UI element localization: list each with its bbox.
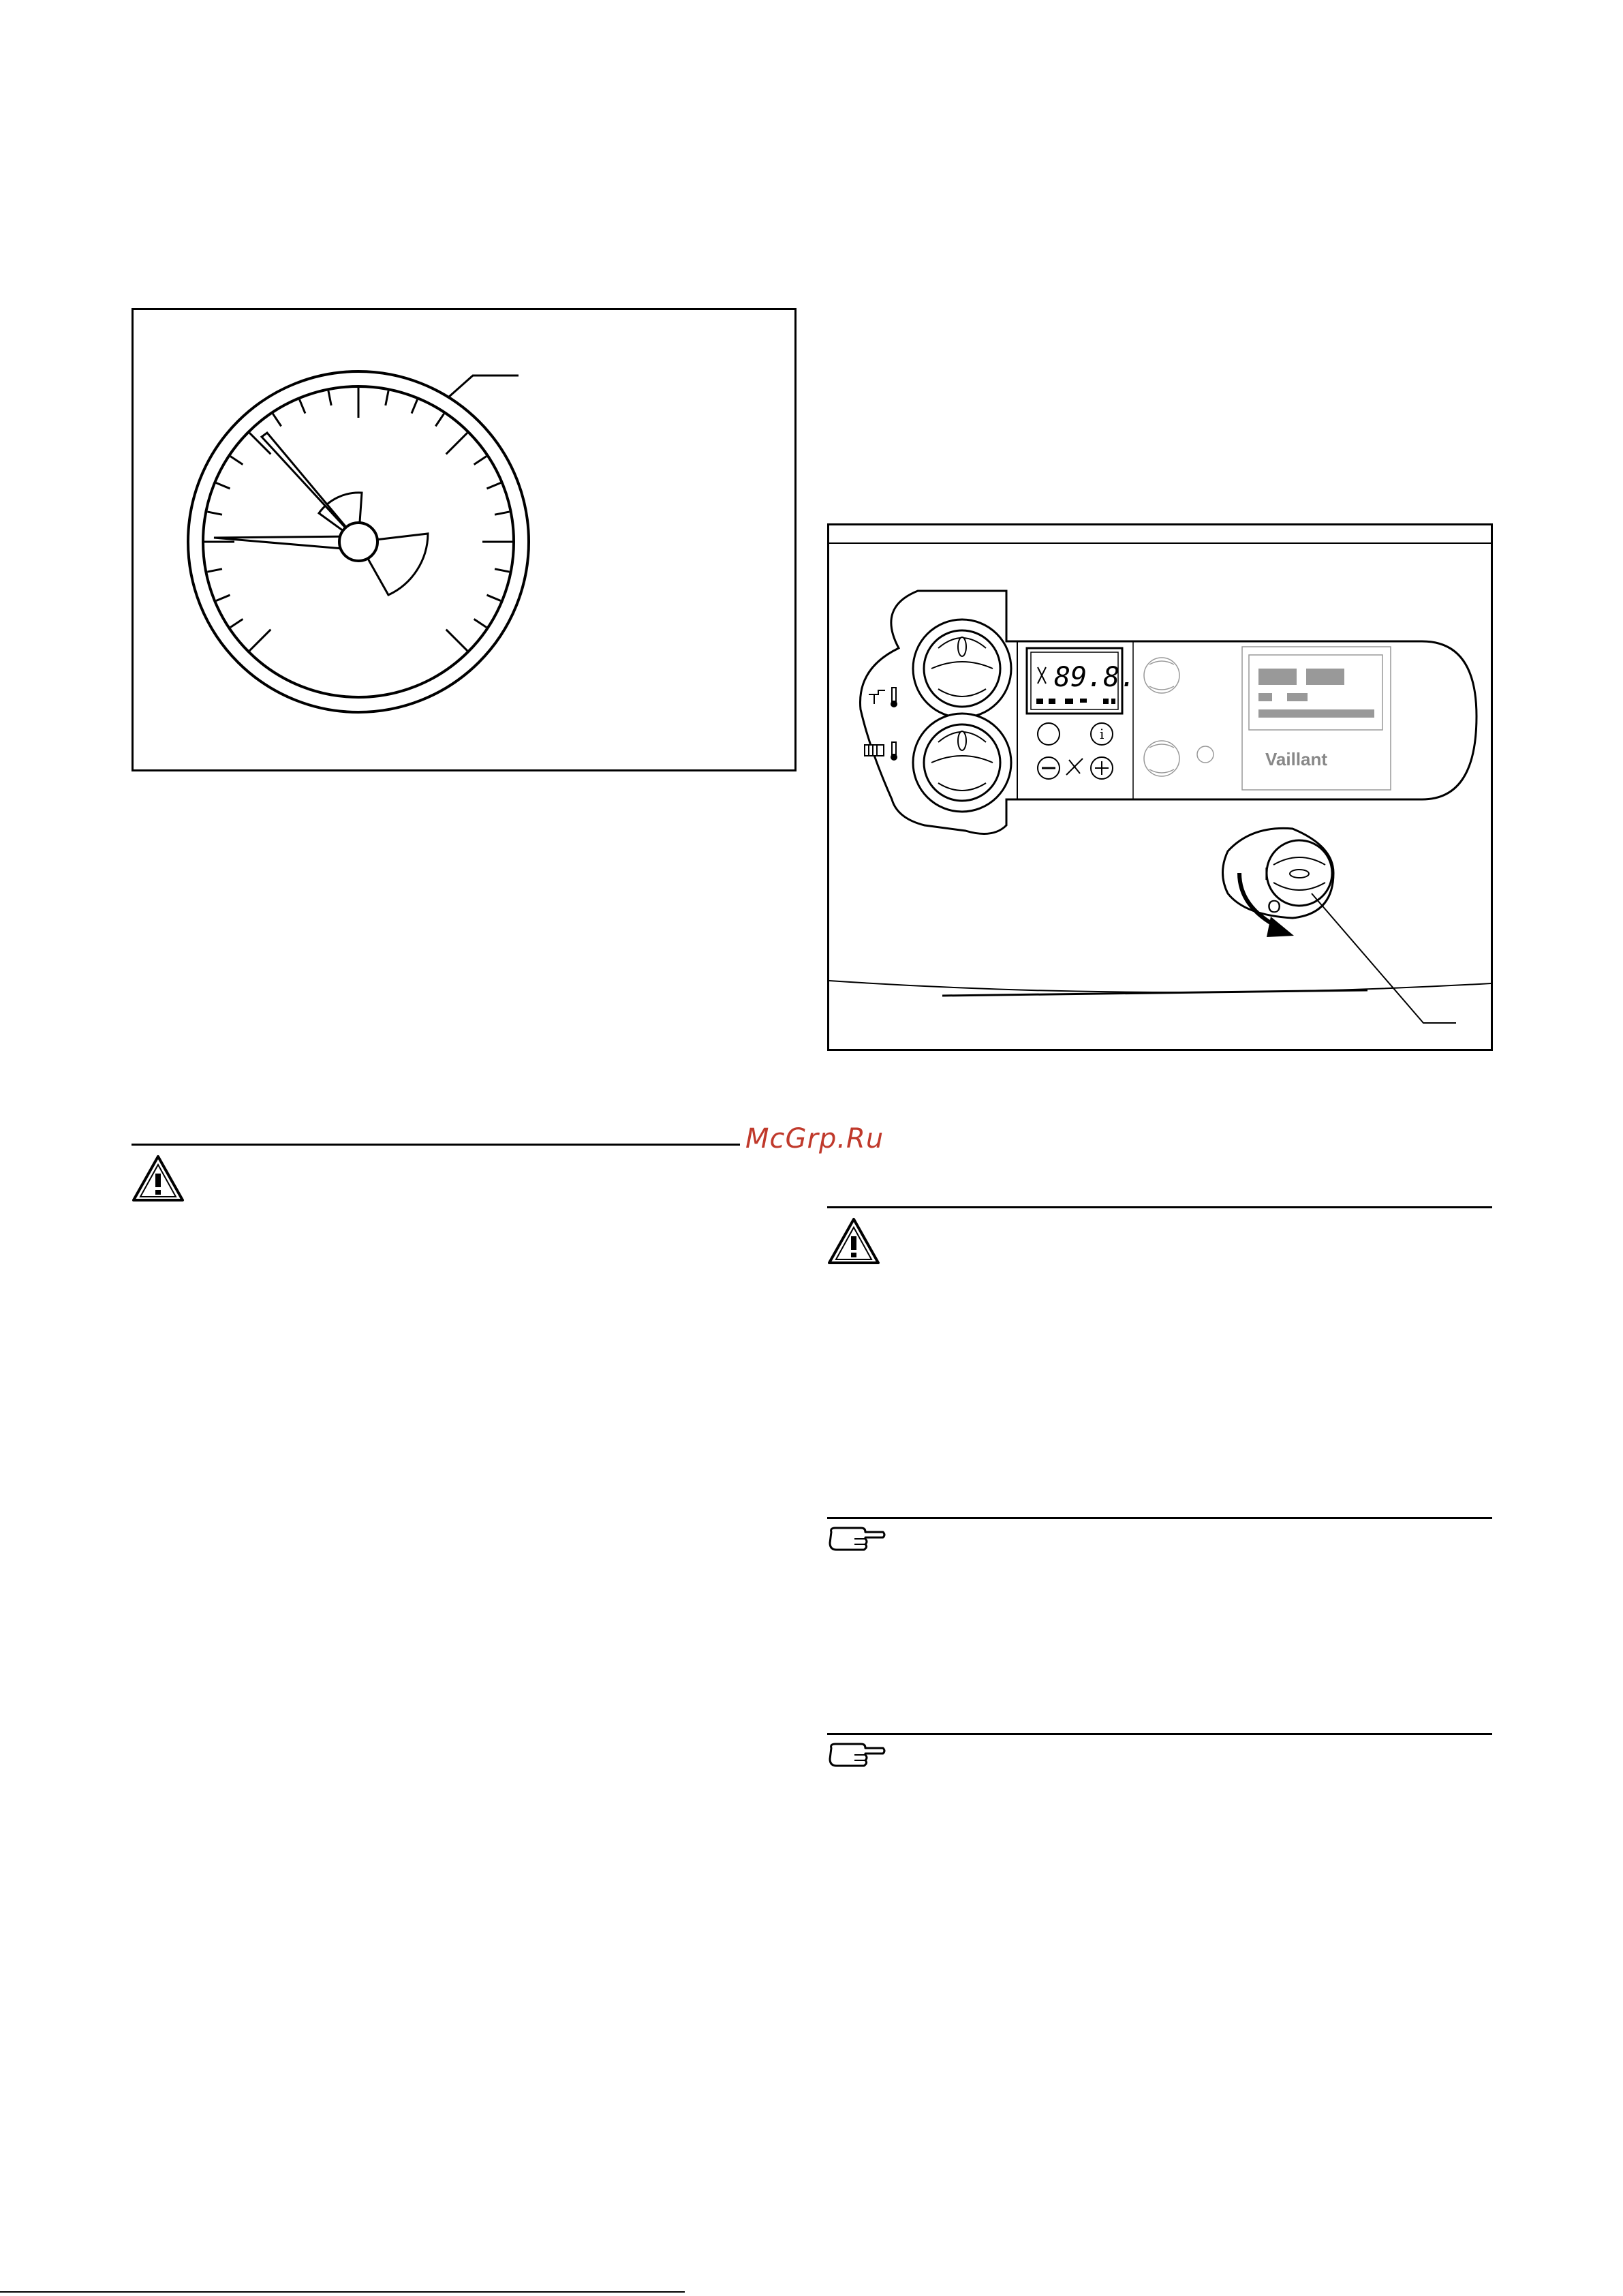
right-section-rule-2 [827, 1517, 1492, 1519]
control-panel-figure [827, 523, 1493, 1051]
switch-on-label: I [1264, 863, 1269, 884]
left-section-rule [132, 1144, 740, 1146]
pressure-gauge-figure [132, 308, 797, 771]
pressure-gauge-drawing [134, 310, 794, 769]
gauge-leader-line [448, 376, 519, 397]
vaillant-logo: Vaillant [1265, 749, 1328, 769]
thermometer-icon [891, 688, 897, 707]
footer-rule [0, 2291, 685, 2293]
reset-button[interactable] [1038, 723, 1060, 745]
switch-leader-line [1312, 893, 1456, 1023]
pointing-hand-icon [827, 1525, 887, 1555]
right-note-block-1 [827, 1525, 887, 1555]
pointing-hand-icon [827, 1741, 887, 1771]
warning-triangle-icon [132, 1154, 185, 1202]
radiator-icon [865, 745, 884, 756]
gauge-hub [339, 523, 377, 561]
right-warning-block [827, 1217, 880, 1265]
right-note-block-2 [827, 1741, 887, 1771]
info-icon: i [1100, 726, 1104, 742]
main-switch[interactable] [1223, 828, 1334, 937]
display-readout: 89.8. [1054, 662, 1137, 693]
switch-off-label: O [1267, 896, 1282, 917]
control-panel-drawing [829, 525, 1491, 1049]
right-section-rule-3 [827, 1733, 1492, 1735]
warning-triangle-icon [827, 1217, 880, 1265]
left-warning-block [132, 1154, 185, 1202]
watermark: McGrp.Ru [745, 1123, 884, 1154]
right-section-rule-1 [827, 1206, 1492, 1208]
